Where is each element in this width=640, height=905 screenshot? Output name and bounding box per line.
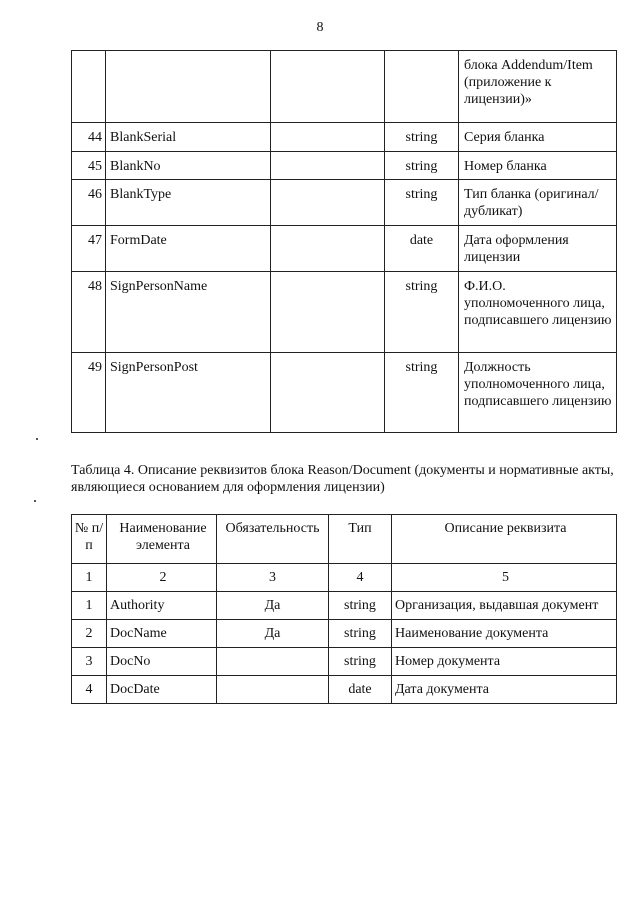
- element-required: Да: [217, 592, 329, 620]
- element-name: DocNo: [107, 648, 217, 676]
- element-type: string: [329, 620, 392, 648]
- element-type: string: [385, 152, 459, 180]
- element-description: Серия бланка: [459, 123, 617, 152]
- table-reason-document-fields: [71, 514, 617, 704]
- table-row: [72, 51, 617, 123]
- table-row: [72, 353, 617, 433]
- row-number: 1: [72, 592, 107, 620]
- element-required: [271, 353, 385, 433]
- header-type: Тип: [329, 515, 392, 564]
- page-number: 8: [316, 20, 324, 35]
- column-index: 5: [392, 564, 617, 592]
- element-required: [217, 648, 329, 676]
- element-description: Номер бланка: [459, 152, 617, 180]
- row-number: 48: [72, 272, 106, 353]
- table-row: [72, 123, 617, 152]
- row-number: 46: [72, 180, 106, 226]
- element-type: string: [329, 648, 392, 676]
- row-number: 49: [72, 353, 106, 433]
- element-required: [271, 152, 385, 180]
- element-description: Наименование документа: [392, 620, 617, 648]
- element-name: Authority: [107, 592, 217, 620]
- element-type: string: [385, 353, 459, 433]
- row-number: [72, 51, 106, 123]
- element-required: [271, 180, 385, 226]
- element-description: Должность уполномоченного лица, подписавшего лицензию: [459, 353, 617, 433]
- row-number: 4: [72, 676, 107, 704]
- column-index: 1: [72, 564, 107, 592]
- element-required: [217, 676, 329, 704]
- table-row: [72, 272, 617, 353]
- element-description: Организация, выдавшая документ: [392, 592, 617, 620]
- element-name: FormDate: [106, 226, 271, 272]
- header-required: Обязательность: [217, 515, 329, 564]
- element-type: string: [329, 592, 392, 620]
- scan-speck: [36, 438, 38, 440]
- row-number: 45: [72, 152, 106, 180]
- element-required: [271, 226, 385, 272]
- table-row: [72, 180, 617, 226]
- column-index: 2: [107, 564, 217, 592]
- element-description: Ф.И.О. уполномоченного лица, подписавшего лицензию: [459, 272, 617, 353]
- element-description: Номер документа: [392, 648, 617, 676]
- table-header-row: [72, 515, 617, 564]
- table-index-row: [72, 564, 617, 592]
- scan-speck: [34, 500, 36, 502]
- element-type: date: [329, 676, 392, 704]
- element-required: [271, 123, 385, 152]
- row-number: 3: [72, 648, 107, 676]
- row-number: 2: [72, 620, 107, 648]
- table-row: [72, 620, 617, 648]
- element-name: BlankSerial: [106, 123, 271, 152]
- table-row: [72, 676, 617, 704]
- element-type: string: [385, 123, 459, 152]
- element-description: Тип бланка (оригинал/дубликат): [459, 180, 617, 226]
- element-required: [271, 272, 385, 353]
- row-number: 47: [72, 226, 106, 272]
- header-number: № п/п: [72, 515, 107, 564]
- table-row: [72, 648, 617, 676]
- table-license-blank-fields: [71, 50, 617, 433]
- element-name: BlankNo: [106, 152, 271, 180]
- element-required: Да: [217, 620, 329, 648]
- element-type: string: [385, 180, 459, 226]
- row-number: 44: [72, 123, 106, 152]
- header-name: Наименование элемента: [107, 515, 217, 564]
- element-type: [385, 51, 459, 123]
- column-index: 3: [217, 564, 329, 592]
- element-type: date: [385, 226, 459, 272]
- element-required: [271, 51, 385, 123]
- element-name: SignPersonPost: [106, 353, 271, 433]
- element-type: string: [385, 272, 459, 353]
- element-name: DocDate: [107, 676, 217, 704]
- element-description: Дата документа: [392, 676, 617, 704]
- header-description: Описание реквизита: [392, 515, 617, 564]
- table-row: [72, 226, 617, 272]
- element-name: [106, 51, 271, 123]
- element-description: блока Addendum/Item (приложение к лицензии)»: [459, 51, 617, 123]
- element-name: DocName: [107, 620, 217, 648]
- table-caption: Таблица 4. Описание реквизитов блока Reason/Document (документы и нормативные акты, являющиеся основанием для оформления лицензии): [71, 463, 614, 495]
- column-index: 4: [329, 564, 392, 592]
- element-description: Дата оформления лицензии: [459, 226, 617, 272]
- element-name: BlankType: [106, 180, 271, 226]
- table-row: [72, 152, 617, 180]
- element-name: SignPersonName: [106, 272, 271, 353]
- table-row: [72, 592, 617, 620]
